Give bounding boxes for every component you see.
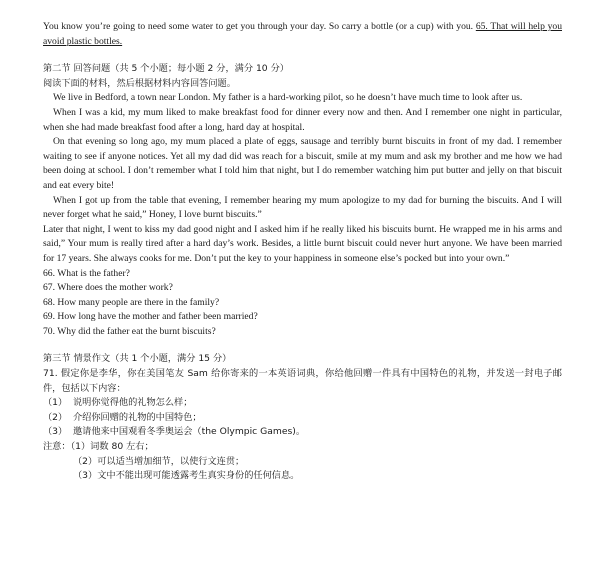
passage-paragraph-1: We live in Bedford, a town near London. My father is a hard-working pilot, so he doesn’t have much time to look after us.: [53, 92, 523, 104]
passage-paragraph-3: On that evening so long ago, my mum placed a plate of eggs, sausage and terribly burnt biscuits in front of my dad. I remember waiting to see if anyone notices. Yet all my dad did was reach for a biscuit, smile at my mum and ask my brother and me how we had been doing at school. I don’t remember what I told him that night, but I do remember watching him put butter and jelly on that biscuit and eat every bite!: [43, 136, 562, 191]
section2-title: 第二节 回答问题（共 5 个小题；每小题 2 分，满分 10 分）: [43, 63, 289, 75]
note-line-2: （2）可以适当增加细节，以使行文连贯；: [73, 455, 245, 467]
requirement-text: 介绍你回赠的礼物的中国特色；: [73, 411, 202, 423]
section3-title: 第三节 情景作文（共 1 个小题，满分 15 分）: [43, 353, 232, 365]
requirement-item-1: [43, 396, 562, 411]
spacer: [43, 49, 562, 62]
requirement-number: （3）: [43, 426, 68, 438]
note-line-1: [43, 440, 562, 455]
writing-prompt-71: 71. 假定你是李华，你在美国笔友 Sam 给你寄来的一本英语词典，你给他回赠一件具有中国特色的礼物，并发送一封电子邮件，包括以下内容：: [43, 368, 562, 394]
note-text: （1）词数 80 左右；: [70, 441, 154, 453]
note-line-3: （3）文中不能出现可能透露考生真实身份的任何信息。: [73, 470, 300, 482]
intro-text: You know you’re going to need some water to get you through your day. So carry a bottle (or a cup) with you.: [43, 21, 474, 32]
requirement-text: 说明你觉得他的礼物怎么样；: [73, 397, 193, 409]
underlined-sentence-65: 65. That will help you avoid plastic bottles.: [43, 21, 562, 47]
requirement-number: （2）: [43, 411, 68, 423]
question-70: 70. Why did the father eat the burnt biscuits?: [43, 325, 216, 337]
requirement-item-3: [43, 425, 562, 440]
passage-paragraph-4: When I got up from the table that evening, I remember hearing my mum apologize to my dad for burning the biscuits. And I will never forget what he said,” Honey, I love burnt biscuits.”: [43, 194, 562, 221]
question-66: 66. What is the father?: [43, 267, 130, 279]
requirement-number: （1）: [43, 397, 68, 409]
question-67: 67. Where does the mother work?: [43, 282, 173, 294]
intro-paragraph: [43, 20, 562, 49]
spacer: [43, 339, 562, 352]
question-68: 68. How many people are there in the family?: [43, 296, 220, 308]
passage-paragraph-2: When I was a kid, my mum liked to make breakfast food for dinner every now and then. And I remember one night in particular, when she had made breakfast food after a long, hard day at hospital.: [43, 106, 562, 133]
question-69: 69. How long have the mother and father been married?: [43, 311, 258, 323]
requirement-text: 邀请他来中国观看冬季奥运会（the Olympic Games)。: [73, 426, 306, 438]
passage-paragraph-5: Later that night, I went to kiss my dad good night and I asked him if he really liked his biscuits burnt. He wrapped me in his arms and said,” Your mum is really tired after a hard day’s work. Besides, a little burnt biscuit could never hurt anyone. We have been married for 17 years. She always cooks for me. Don’t put the key to your happiness in someone else’s pocked but into your own.”: [43, 223, 562, 264]
section2-instruction: 阅读下面的材料，然后根据材料内容回答问题。: [43, 77, 236, 89]
requirement-item-2: [43, 411, 562, 426]
note-label: 注意：: [43, 441, 71, 453]
